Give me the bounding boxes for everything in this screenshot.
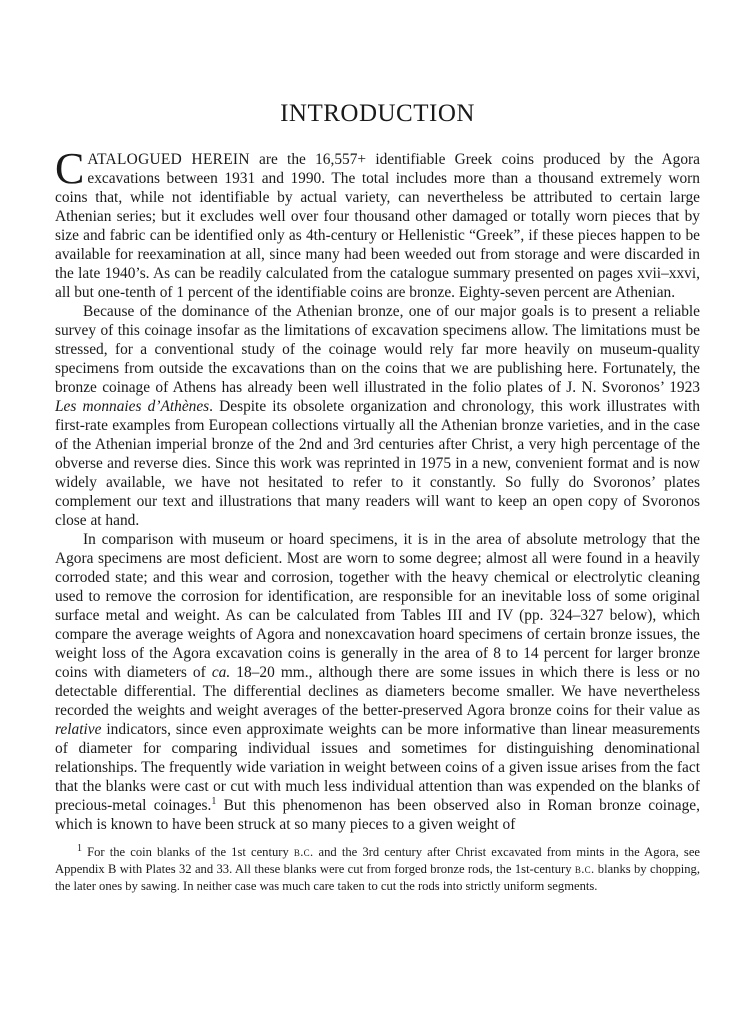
paragraph-3-text-a: In comparison with museum or hoard specimens, it is in the area of absolute metrology that the Agora specimens are most deficient. Most are worn to some degree; almost all were found in a heavily corroded state; and this wear and corrosion, together with the heavy chemical or electrolytic cleaning used to remove the corrosion for identification, are responsible for an inevitable loss of some original surface metal and weight. As can be calculated from Tables III and IV (pp. 324–327 below), which compare the average weights of Agora and nonexcavation hoard specimens of certain bronze issues, the weight loss of the Agora excavation coins is generally in the area of 8 to 14 percent for larger bronze coins with diameters of	[55, 531, 700, 681]
lead-in: ATALOGUED HEREIN	[87, 151, 250, 168]
footnote-bc-2: b.c.	[574, 862, 595, 876]
paragraph-2-text-b: . Despite its obsolete organization and chronology, this work illustrates with first-rate examples from European collections virtually all the Athenian bronze varieties, and in the case of the Athenian imperial bronze of the 2nd and 3rd centuries after Christ, a very high percentage of the obverse and reverse dies. Since this work was reprinted in 1975 in a new, convenient format and is now widely available, we have not hesitated to refer to it constantly. So fully do Svoronos’ plates complement our text and illustrations that many readers will want to keep an open copy of Svoronos close at hand.	[55, 398, 700, 529]
paragraph-1-text: are the 16,557+ identifiable Greek coins produced by the Agora excavations between 1931 and 1990. The total includes more than a thousand extremely worn coins that, while not identifiable by actual variety, can nevertheless be attributed to certain large Athenian series; but it excludes well over four thousand other damaged or totally worn pieces that by size and fabric can be identified only as 4th-century or Hellenistic “Greek”, if these pieces happen to be available for reexamination at all, since many had been weeded out from storage and were discarded in the late 1940’s. As can be readily calculated from the catalogue summary presented on pages xvii–xxvi, all but one-tenth of 1 percent of the identifiable coins are bronze. Eighty-seven percent are Athenian.	[55, 151, 700, 301]
page-body	[55, 100, 700, 908]
page-title: INTRODUCTION	[280, 100, 475, 127]
footnote-bc-1: b.c.	[293, 845, 314, 859]
italic-relative: relative	[55, 721, 102, 738]
paragraph-3-text-b: 18–20 mm., although there are some issues in which there is less or no detectable differential. The differential declines as diameters become smaller. We have nevertheless recorded the weights and weight averages of the better-preserved Agora bronze coins for their value as	[55, 664, 700, 719]
paragraph-3-text-c: indicators, since even approximate weights can be more informative than linear measurements of diameter for comparing individual issues and sometimes for distinguishing denominational relationships. The frequently wide variation in weight between coins of a given issue arises from the fact that the blanks were cast or cut with much less individual attention than was expended on the blanks of precious-metal coinages.	[55, 721, 700, 814]
footnote-marker: 1	[77, 842, 82, 854]
footnote-reference[interactable]: 1	[211, 795, 217, 807]
paragraph-1	[55, 144, 700, 302]
italic-ca: ca.	[211, 664, 231, 681]
footnote-text-b: and the 3rd century after Christ excavated from mints in the Agora, see Appendix B with Plates 32 and 33. All these blanks were cut from forged bronze rods, the 1st-century	[55, 845, 701, 876]
book-title-italic: Les monnaies d’Athènes	[55, 398, 210, 415]
footnote-1	[55, 844, 700, 895]
paragraph-3	[55, 530, 700, 834]
drop-cap: C	[55, 144, 85, 193]
paragraph-2-text-a: Because of the dominance of the Athenian bronze, one of our major goals is to present a reliable survey of this coinage insofar as the limitations of excavation specimens allow. The limitations must be stressed, for a conventional study of the coinage would rely far more heavily on museum-quality specimens from outside the excavations than on the coins that we are publishing here. Fortunately, the bronze coinage of Athens has already been well illustrated in the folio plates of J. N. Svoronos’ 1923	[55, 303, 700, 396]
footnote-text-a: For the coin blanks of the 1st century	[82, 845, 294, 859]
paragraph-2	[55, 302, 700, 530]
paragraph-3-text-d: But this phenomenon has been observed also in Roman bronze coinage, which is known to have been struck at so many pieces to a given weight of	[55, 797, 700, 833]
footnote-text-c: blanks by chopping, the later ones by sawing. In neither case was much care taken to cut the rods into strictly uniform segments.	[55, 862, 700, 893]
